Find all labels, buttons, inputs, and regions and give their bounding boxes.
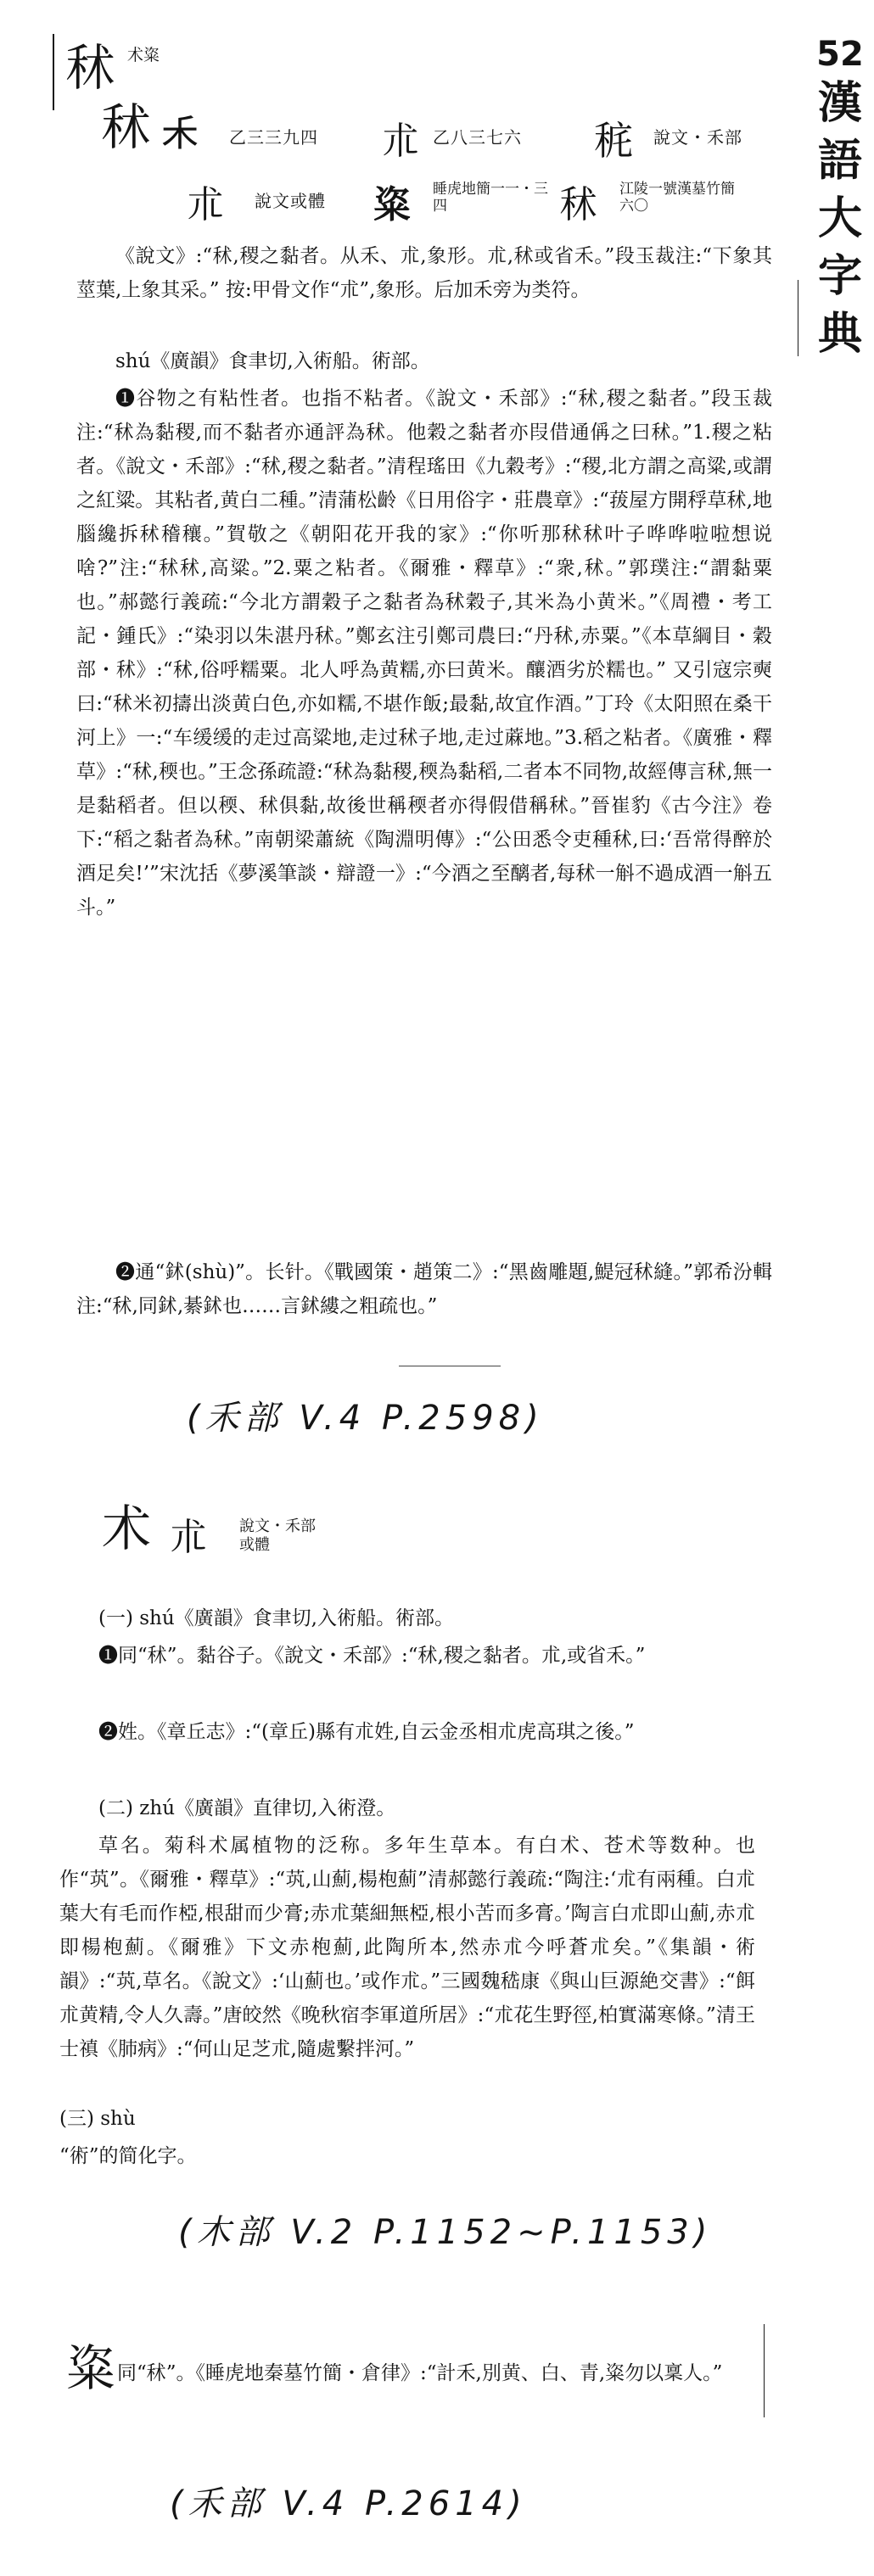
entry1-forms-row2	[161, 174, 789, 225]
left-margin-rule	[53, 34, 54, 110]
form-caption-shuowen: 說文・禾部	[653, 127, 742, 148]
entry3-headword: 粢	[66, 2339, 116, 2397]
entry2-form-caption1: 說文・禾部	[239, 1517, 316, 1535]
entry1-sense1: ❶谷物之有粘性者。也指不粘者。《說文・禾部》:“秫,稷之黏者。”段玉裁注:“秫為黏稷,而不黏者亦通評為秫。他穀之黏者亦叚借通偁之曰秫。”1.稷之粘者。《說文・禾部》:“秫,稷之黏者。”清程瑤田《九穀考》:“稷,北方謂之高粱,或謂之紅粱。其粘者,黄白二種。”清蒲松齡《日用俗字・莊農章》:“菝屋方開稃草秫,地腦纔拆秫稽穰。”賀敬之《朝阳花开我的家》:“你听那秫秫叶子哗哗啦啦想说啥?”注:“秫秫,高粱。”2.粟之粘者。《爾雅・釋草》:“衆,秫。”郭璞注:“謂黏粟也。”郝懿行義疏:“今北方謂穀子之黏者為秫穀子,其米為小黄米。”《周禮・考工記・鍾氏》:“染羽以朱湛丹秫。”鄭玄注引鄭司農曰:“丹秫,赤粟。”《本草綱目・穀部・秫》:“秫,俗呼糯粟。北人呼為黄糯,亦曰黄米。釀酒劣於糯也。” 又引寇宗奭曰:“秫米初擣出淡黄白色,亦如糯,不堪作飯;最黏,故宜作酒。”丁玲《太阳照在桑干河上》一:“车缓缓的走过高粱地,走过秫子地,走过蔴地。”3.稻之粘者。《廣雅・釋草》:“秫,稬也。”王念孫疏證:“秫為黏稷,稬為黏稻,二者本不同物,故經傳言秫,無一是黏稻者。但以稬、秫俱黏,故後世稱稬者亦得假借稱秫。”晉崔豹《古今注》卷下:“稻之黏者為秫。”南朝梁蕭統《陶淵明傳》:“公田悉令吏種秫,曰:‘吾常得醉於酒足矣!’”宋沈括《夢溪筆談・辯證一》:“今酒之至醨者,每秫一斛不過成酒一斛五斗。”	[76, 388, 772, 919]
handwritten-note-2: (木部 V.2 P.1152~P.1153)	[178, 2213, 713, 2252]
entry1-headword-variant: 秫	[102, 98, 152, 156]
handwritten-note-3: (禾部 V.4 P.2614)	[170, 2484, 527, 2523]
form-glyph-shuowen: 䅊	[594, 118, 633, 164]
entry3-text: 同“秫”。《睡虎地秦墓竹簡・倉律》:“計禾,別黄、白、青,粢勿以稟人。”	[117, 2362, 723, 2384]
book-title-char-2: 語	[817, 136, 862, 187]
form-caption-jiangling: 江陵一號漢墓竹簡六〇	[619, 181, 735, 215]
entry2-sense1: ❶同“秫”。黏谷子。《說文・禾部》:“秫,稷之黏者。朮,或省禾。”	[98, 1645, 646, 1667]
entry1-intro: 《說文》:“秫,稷之黏者。从禾、朮,象形。朮,秫或省禾。”段玉裁注:“下象其莖葉,上象其采。” 按:甲骨文作“朮”,象形。后加禾旁为类符。	[76, 245, 772, 301]
entry1-headword: 秫	[66, 39, 116, 97]
page-header-vertical	[813, 34, 867, 363]
form-glyph-jiangling: 秫	[560, 183, 597, 226]
entry3-right-rule	[764, 2324, 765, 2417]
form-glyph-shuihudi: 粢	[373, 183, 411, 226]
form-glyph-huoti: 朮	[187, 183, 224, 226]
form-caption-huoti: 說文或體	[255, 191, 326, 211]
book-title-char-3: 大	[817, 193, 862, 244]
entry2-headword: 术	[102, 1500, 152, 1557]
entry2-sense3: 草名。菊科术属植物的泛称。多年生草本。有白术、苍术等数种。也作“茿”。《爾雅・釋草》:“茿,山薊,楊枹薊”清郝懿行義疏:“陶注:‘朮有兩種。白朮葉大有毛而作椏,根甜而少膏;赤朮葉細無椏,根小苦而多膏。’陶言白朮即山薊,赤朮即楊枹薊。《爾雅》下文赤枹薊,此陶所本,然赤朮今呼蒼朮矣。”《集韻・術韻》:“茿,草名。《說文》:‘山薊也。’或作朮。”三國魏嵇康《與山巨源絶交書》:“餌朮黄精,令人久壽。”唐皎然《晚秋宿李軍道所居》:“朮花生野徑,柏實滿寒條。”清王士禛《肺病》:“何山足芝朮,隨處繫拌河。”	[59, 1835, 755, 2060]
entry1-variant-note: 术粢	[127, 46, 160, 64]
entry2-reading2: (二) zhú《廣韻》直律切,入術澄。	[98, 1797, 396, 1819]
entry2-form-glyph: 朮	[170, 1516, 207, 1559]
form-glyph-oracle-2: 朮	[382, 120, 419, 163]
entry1-reading: shú《廣韻》食聿切,入術船。術部。	[115, 350, 430, 372]
handwritten-note-1: (禾部 V.4 P.2598)	[187, 1399, 544, 1438]
entry1-forms-row1	[161, 110, 789, 164]
entry2-reading3: (三) shù	[59, 2108, 136, 2130]
entry2-sense2: ❷姓。《章丘志》:“(章丘)縣有朮姓,自云金丞相朮虎高琪之後。”	[98, 1721, 635, 1743]
form-caption-shuihudi: 睡虎地簡一一・三四	[433, 181, 548, 215]
entry2-sense4: “術”的简化字。	[59, 2145, 197, 2167]
entry2-reading1: (一) shú《廣韻》食聿切,入術船。術部。	[98, 1607, 454, 1629]
entry1-sense2: ❷通“鉥(shù)”。长针。《戰國策・趙策二》:“黑齒雕題,鯷冠秫縫。”郭希汾輯注:“秫,同鉥,綦鉥也……言鉥縷之粗疏也。”	[76, 1261, 772, 1317]
form-caption-oracle-1: 乙三三九四	[229, 127, 318, 148]
book-title-char-1: 漢	[817, 78, 862, 129]
page-number: 52	[816, 35, 864, 74]
book-title-char-4: 字	[817, 251, 862, 302]
book-title-char-5: 典	[817, 309, 862, 360]
form-caption-oracle-2: 乙八三七六	[433, 127, 522, 148]
form-glyph-oracle-1: 𥝌	[161, 112, 199, 155]
entry2-form-caption2: 或體	[239, 1536, 270, 1554]
